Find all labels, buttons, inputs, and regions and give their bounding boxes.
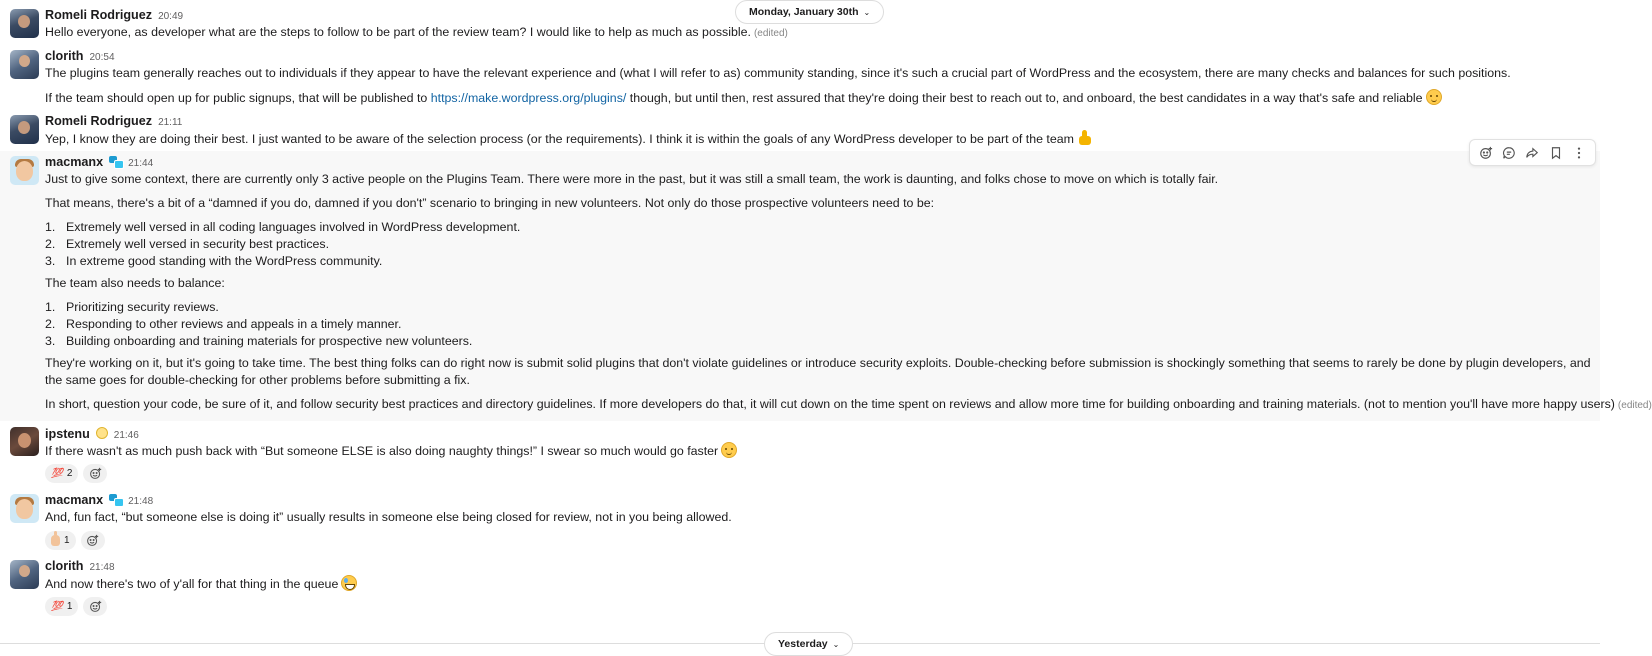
message-body: though, but until then, rest assured that they're doing their best to reach out to, and onboard, the best candidates in a way that's safe and reliable <box>629 91 1423 105</box>
message <box>0 422 1600 484</box>
grinning-sweat-emoji-icon <box>341 575 357 591</box>
list-number: 2. <box>45 317 56 331</box>
list-text: Extremely well versed in security best practices. <box>66 237 330 251</box>
message-paragraph: That means, there's a bit of a “damned if you do, damned if you don't” scenario to bringing in new volunteers. Not only do those prospective volunteers need to be: <box>45 196 935 210</box>
list-text: Extremely well versed in all coding languages involved in WordPress development. <box>66 220 521 234</box>
message-body: If the team should open up for public signups, that will be published to <box>45 91 428 105</box>
author-name[interactable]: clorith <box>45 49 84 63</box>
timestamp[interactable]: 21:48 <box>89 562 115 573</box>
reactions-bar <box>45 464 107 483</box>
date-divider-button[interactable] <box>764 632 853 656</box>
list-item <box>45 316 472 333</box>
list-text: Responding to other reviews and appeals in a timely manner. <box>66 317 402 331</box>
message <box>0 151 1652 421</box>
list-number: 3. <box>45 254 56 268</box>
message-text: And, fun fact, “but someone else is doing it” usually results in someone else being closed for review, not in you being allowed. <box>45 510 732 524</box>
timestamp[interactable]: 21:46 <box>113 430 139 441</box>
author-name[interactable]: macmanx <box>45 155 104 169</box>
workspace-badge-icon <box>109 156 122 167</box>
author-name[interactable]: ipstenu <box>45 427 90 441</box>
list-item <box>45 219 520 236</box>
forward-icon[interactable] <box>1522 143 1542 163</box>
list-item <box>45 299 472 316</box>
reaction-count: 1 <box>64 535 70 546</box>
avatar-face <box>16 499 33 519</box>
list-number: 2. <box>45 237 56 251</box>
add-reaction-button[interactable] <box>83 464 107 483</box>
avatar[interactable] <box>10 156 39 185</box>
add-reaction-icon <box>86 534 99 547</box>
message <box>0 555 1600 617</box>
avatar[interactable] <box>10 494 39 523</box>
more-actions-icon[interactable] <box>1569 143 1589 163</box>
avatar[interactable] <box>10 427 39 456</box>
requirements-list <box>45 219 520 270</box>
add-reaction-icon <box>89 600 102 613</box>
message-body: And now there's two of y'all for that thing in the queue <box>45 577 339 591</box>
reaction-hundred[interactable] <box>45 464 78 483</box>
thumbs-up-emoji-icon <box>1077 130 1093 146</box>
list-number: 1. <box>45 220 56 234</box>
add-reaction-icon <box>89 467 102 480</box>
list-text: Building onboarding and training materials for prospective new volunteers. <box>66 334 473 348</box>
chevron-down-icon: ⌄ <box>863 7 871 17</box>
edited-label: (edited) <box>1617 400 1652 411</box>
reply-in-thread-icon[interactable] <box>1499 143 1519 163</box>
message-actions-toolbar <box>1469 139 1596 166</box>
status-emoji-icon[interactable] <box>96 427 108 439</box>
list-item <box>45 333 472 350</box>
reaction-count: 1 <box>66 601 73 612</box>
date-label: Monday, January 30th <box>749 6 859 18</box>
author-name[interactable]: clorith <box>45 559 84 573</box>
add-reaction-button[interactable] <box>81 531 105 550</box>
message-paragraph <box>45 396 1652 414</box>
message-paragraph: The plugins team generally reaches out to individuals if they appear to have the relevant experience and (what I will refer to as) community standing, since it's such a crucial part of WordPress and the ecosystem, there are many checks and balances for such positions. <box>45 66 1511 80</box>
edited-label: (edited) <box>753 28 788 39</box>
list-text: In extreme good standing with the WordPress community. <box>66 254 383 268</box>
hand-icon <box>51 535 60 546</box>
message-paragraph: Just to give some context, there are currently only 3 active people on the Plugins Team. There were more in the past, but it was still a small team, the work is daunting, and folks chose to move on which is totally fair. <box>45 172 1219 186</box>
list-number: 3. <box>45 334 56 348</box>
list-number: 1. <box>45 300 56 314</box>
chevron-down-icon: ⌄ <box>832 639 840 649</box>
reactions-bar <box>45 597 107 616</box>
author-name[interactable]: Romeli Rodriguez <box>45 8 153 22</box>
slightly-smiling-face-emoji-icon <box>1426 89 1442 105</box>
author-name[interactable]: Romeli Rodriguez <box>45 114 153 128</box>
reaction-hundred[interactable] <box>45 597 78 616</box>
slightly-frowning-face-emoji-icon <box>721 442 737 458</box>
avatar[interactable] <box>10 9 39 38</box>
message-paragraph <box>45 89 1442 107</box>
workspace-badge-icon <box>109 494 122 505</box>
message-paragraph: The team also needs to balance: <box>45 276 225 290</box>
reaction-count: 2 <box>66 468 73 479</box>
message-body: Hello everyone, as developer what are the steps to follow to be part of the review team? I would like to help as much as possible. <box>45 25 751 39</box>
balance-list <box>45 299 472 350</box>
message-text <box>45 575 357 593</box>
bookmark-icon[interactable] <box>1546 143 1566 163</box>
message <box>0 45 1600 109</box>
timestamp[interactable]: 20:49 <box>158 11 184 22</box>
message <box>0 110 1600 150</box>
timestamp[interactable]: 21:11 <box>158 117 183 128</box>
message-text <box>45 442 737 460</box>
add-reaction-button[interactable] <box>83 597 107 616</box>
avatar[interactable] <box>10 50 39 79</box>
message-text <box>45 24 788 42</box>
message-body: If there wasn't as much push back with “But someone ELSE is also doing naughty things!” I swear so much would go faster <box>45 444 719 458</box>
timestamp[interactable]: 21:44 <box>128 158 154 169</box>
avatar-face <box>16 161 33 181</box>
message-body: In short, question your code, be sure of it, and follow security best practices and directory guidelines. If more developers do that, it will cut down on the time spent on reviews and allow more time for building onboarding and training materials. (not to mention you'll have more happy users) <box>45 397 1615 411</box>
plugins-link[interactable]: https://make.wordpress.org/plugins/ <box>430 91 627 105</box>
list-item <box>45 236 520 253</box>
hundred-points-icon: 💯 <box>51 468 63 479</box>
reactions-bar <box>45 531 105 550</box>
add-reaction-icon[interactable] <box>1476 143 1496 163</box>
hundred-points-icon: 💯 <box>51 601 63 612</box>
reaction-hand[interactable] <box>45 531 76 550</box>
timestamp[interactable]: 21:48 <box>128 496 154 507</box>
message-body: Yep, I know they are doing their best. I just wanted to be aware of the selection process (or the requirements). I think it is within the goals of any WordPress developer to be part of the team <box>45 132 1074 146</box>
date-divider-button[interactable] <box>735 0 884 24</box>
author-name[interactable]: macmanx <box>45 493 104 507</box>
message-paragraph: They're working on it, but it's going to take time. The best thing folks can do right now is submit solid plugins that don't violate guidelines or introduce security exploits. Double-checking before submission is shockingly something that seems to rarely be done by plugin developers, and the same goes for double-checking for other problems before submitting a fix. <box>45 356 1591 387</box>
list-item <box>45 253 520 270</box>
message-text <box>45 130 1093 148</box>
timestamp[interactable]: 20:54 <box>89 52 115 63</box>
date-label: Yesterday <box>778 638 828 650</box>
message <box>0 489 1600 551</box>
avatar[interactable] <box>10 560 39 589</box>
list-text: Prioritizing security reviews. <box>66 300 219 314</box>
avatar[interactable] <box>10 115 39 144</box>
